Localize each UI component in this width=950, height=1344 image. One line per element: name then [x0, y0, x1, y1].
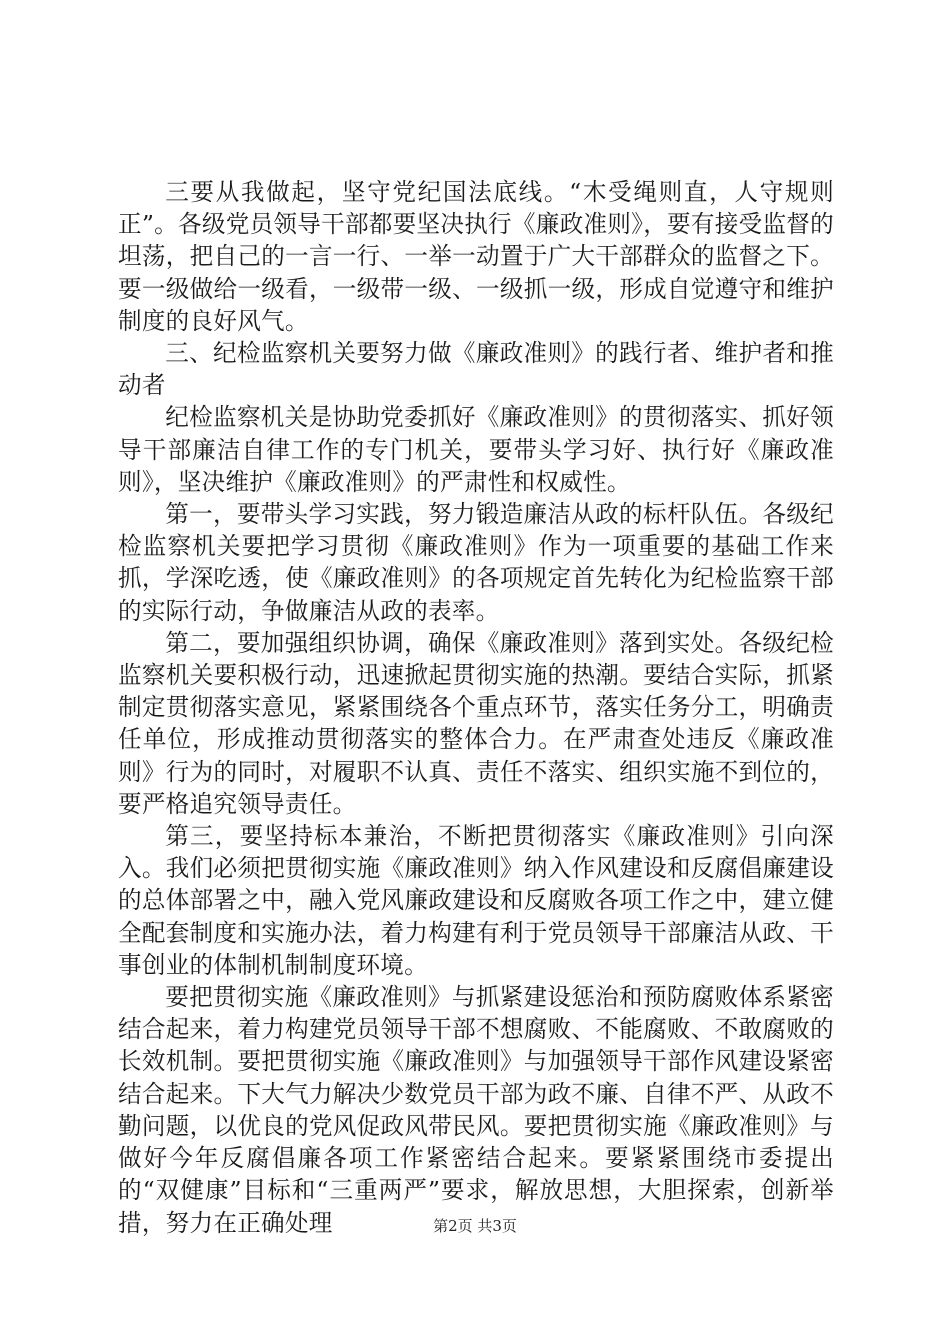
paragraph-1: 三要从我做起，坚守党纪国法底线。“木受绳则直，人守规则正”。各级党员领导干部都要坚决执行《廉政准则》，要有接受监督的坦荡，把自己的一言一行、一举一动置于广大干部群众的监督之下。要一级做给一级看，一级带一级、一级抓一级，形成自觉遵守和维护制度的良好风气。 [118, 178, 834, 335]
document-body [118, 176, 834, 1239]
paragraph-third: 第三，要坚持标本兼治，不断把贯彻落实《廉政准则》引向深入。我们必须把贯彻实施《廉政准则》纳入作风建设和反腐倡廉建设的总体部署之中，融入党风廉政建设和反腐败各项工作之中，建立健全配套制度和实施办法，着力构建有利于党员领导干部廉洁从政、干事创业的体制机制制度环境。 [118, 822, 834, 979]
paragraph-integration: 要把贯彻实施《廉政准则》与抓紧建设惩治和预防腐败体系紧密结合起来，着力构建党员领导干部不想腐败、不能腐败、不敢腐败的长效机制。要把贯彻实施《廉政准则》与加强领导干部作风建设紧密结合起来。下大气力解决少数党员干部为政不廉、自律不严、从政不勤问题，以优良的党风促政风带民风。要把贯彻实施《廉政准则》与做好今年反腐倡廉各项工作紧密结合起来。要紧紧围绕市委提出的“双健康”目标和“三重两严”要求，解放思想，大胆探索，创新举措，努力在正确处理 [118, 983, 834, 1237]
section-heading-3: 三、纪检监察机关要努力做《廉政准则》的践行者、维护者和推动者 [118, 339, 834, 400]
page-number-footer: 第2页 共3页 [433, 1217, 517, 1235]
paragraph-second: 第二，要加强组织协调，确保《廉政准则》落到实处。各级纪检监察机关要积极行动，迅速掀起贯彻实施的热潮。要结合实际，抓紧制定贯彻落实意见，紧紧围绕各个重点环节，落实任务分工，明确责任单位，形成推动贯彻落实的整体合力。在严肃查处违反《廉政准则》行为的同时，对履职不认真、责任不落实、组织实施不到位的，要严格追究领导责任。 [118, 628, 834, 818]
paragraph-first: 第一，要带头学习实践，努力锻造廉洁从政的标杆队伍。各级纪检监察机关要把学习贯彻《廉政准则》作为一项重要的基础工作来抓，学深吃透，使《廉政准则》的各项规定首先转化为纪检监察干部的实际行动，争做廉洁从政的表率。 [118, 500, 834, 625]
paragraph-2: 纪检监察机关是协助党委抓好《廉政准则》的贯彻落实、抓好领导干部廉洁自律工作的专门机关，要带头学习好、执行好《廉政准则》，坚决维护《廉政准则》的严肃性和权威性。 [118, 403, 834, 496]
